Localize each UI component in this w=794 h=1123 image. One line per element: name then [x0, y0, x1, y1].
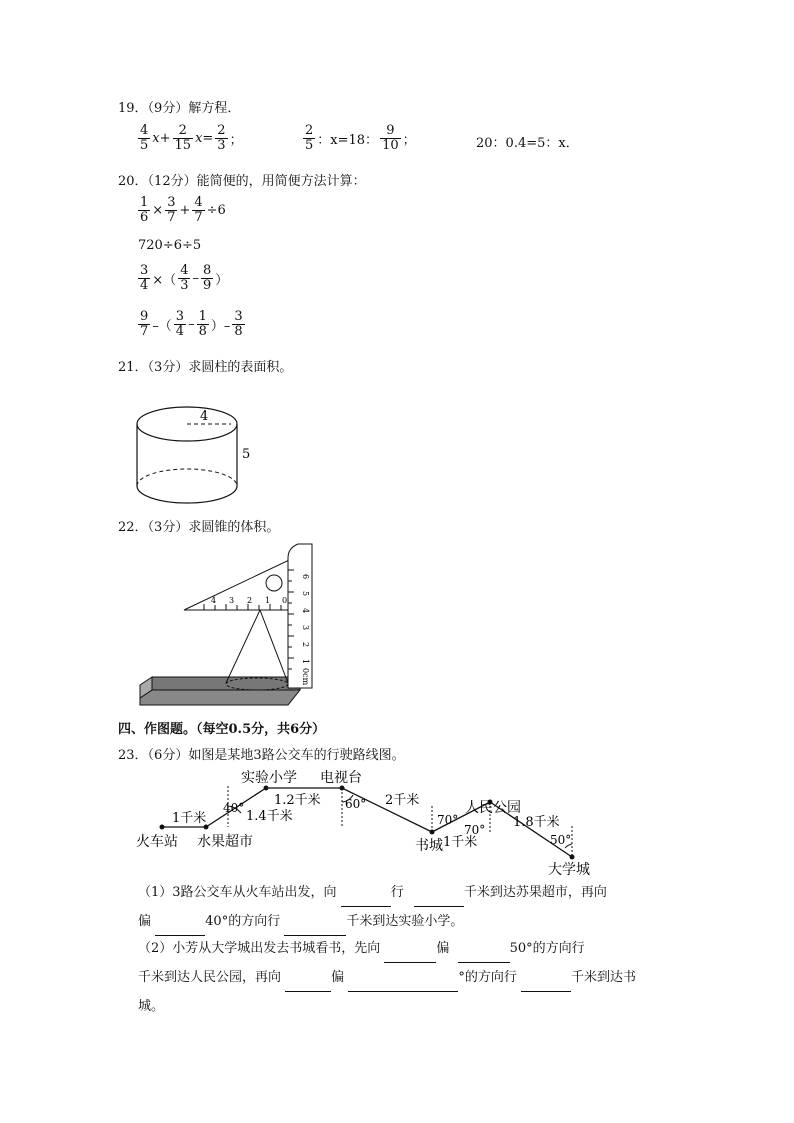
cylinder-bottom-back — [137, 469, 237, 486]
term-text: ：x=18： — [317, 132, 379, 148]
ruler-v-label: 1 — [301, 659, 310, 665]
fraction: $\frac{1}{6}$ — [140, 195, 149, 225]
term-text: ； — [229, 132, 243, 148]
text: （1）3路公交车从火车站出发，向 — [138, 885, 337, 900]
place-label: 书城 — [415, 838, 443, 854]
place-label: 火车站 — [136, 834, 178, 850]
q23-part-2 — [138, 934, 678, 1021]
q20-header: 20．（12分）能简便的，用简便方法计算： — [118, 174, 366, 189]
fraction: $\frac{2}{15}$ — [174, 123, 192, 153]
text: 千米到达人民公园，再向 — [138, 970, 282, 985]
distance-label: 1千米 — [172, 811, 207, 826]
ruler-h-label: 3 — [229, 596, 235, 605]
text: 50°的方向行 — [509, 941, 585, 956]
operator: ）– — [210, 318, 231, 334]
fraction: $\frac{3}{4}$ — [175, 309, 185, 339]
fraction: $\frac{4}{3}$ — [180, 263, 189, 293]
cylinder-bottom-front — [137, 486, 237, 503]
text: 行 — [390, 885, 404, 900]
angle-label: 50° — [550, 833, 572, 847]
distance-label: 1.4千米 — [246, 809, 293, 824]
ruler-h-label: 0 — [282, 596, 288, 605]
fraction: $\frac{3}{4}$ — [140, 263, 149, 293]
fraction: $\frac{9}{10}$ — [382, 123, 399, 153]
text: 千米到达实验小学。 — [346, 914, 464, 929]
q20-expr-3 — [138, 264, 229, 292]
text: 千米到达书 — [570, 970, 636, 985]
ruler-h-label: 2 — [247, 596, 253, 605]
vertical-ruler — [288, 544, 312, 688]
operator: –（ — [152, 318, 172, 334]
operator: ×（ — [152, 272, 177, 288]
q21-header: 21．（3分）求圆柱的表面积。 — [118, 360, 293, 375]
fraction: $\frac{8}{9}$ — [202, 263, 212, 293]
operator: × — [152, 202, 164, 218]
ruler-v-label: 5 — [301, 591, 310, 597]
text: °的方向行 — [458, 970, 517, 985]
q23-part-1 — [138, 878, 678, 936]
text: 城。 — [138, 999, 165, 1014]
q20-expr-4 — [138, 310, 245, 338]
q22-header: 22．（3分）求圆锥的体积。 — [118, 520, 280, 535]
fraction: $\frac{2}{5}$ — [305, 123, 314, 153]
term-text: x= — [195, 130, 214, 146]
angle-label: 60° — [345, 797, 367, 811]
operator: ÷6 — [206, 202, 226, 218]
place-label: 水果超市 — [197, 834, 253, 850]
distance-label: 1.2千米 — [274, 793, 321, 808]
answer-blank[interactable] — [521, 977, 571, 992]
ruler-hole — [266, 575, 282, 591]
fraction: $\frac{3}{7}$ — [167, 195, 176, 225]
bus-route-map — [134, 764, 614, 882]
distance-label: 1.8千米 — [513, 815, 560, 830]
answer-blank[interactable] — [341, 892, 391, 907]
ruler-h-label: 1 — [265, 596, 271, 605]
fraction: $\frac{4}{7}$ — [194, 195, 203, 225]
term-text: x+ — [152, 130, 171, 146]
operator: ） — [215, 272, 229, 288]
answer-blank[interactable] — [384, 948, 436, 963]
ruler-v-label: 4 — [301, 608, 310, 614]
answer-blank[interactable] — [414, 892, 464, 907]
ruler-v-label: 0cm — [301, 668, 310, 686]
q20-expr-2: 720÷6÷5 — [138, 238, 202, 253]
angle-label: 70° — [437, 813, 459, 827]
text: 偏 — [331, 970, 345, 985]
ruler-v-label: 6 — [301, 574, 310, 580]
stop-dot — [160, 825, 165, 830]
q19-header: 19．（9分）解方程． — [118, 101, 241, 116]
cone-left-edge — [226, 610, 260, 683]
cone-ruler-figure — [138, 540, 318, 710]
place-label: 大学城 — [548, 862, 590, 878]
text: 偏 — [436, 941, 450, 956]
place-label: 电视台 — [320, 770, 362, 786]
cylinder-figure — [128, 400, 268, 510]
text: 千米到达苏果超市，再向 — [463, 885, 607, 900]
text: 偏 — [138, 914, 152, 929]
operator: – — [188, 316, 195, 332]
text: 40°的方向行 — [205, 914, 281, 929]
fraction: $\frac{4}{5}$ — [140, 123, 149, 153]
place-label: 实验小学 — [241, 770, 297, 786]
distance-label: 2千米 — [385, 793, 420, 808]
term-text: ； — [402, 132, 416, 148]
place-label: 人民公园 — [465, 800, 521, 816]
fraction: $\frac{2}{3}$ — [217, 123, 226, 153]
answer-blank[interactable] — [348, 977, 458, 992]
stop-dot — [264, 786, 269, 791]
operator: + — [179, 202, 191, 218]
fraction: $\frac{9}{7}$ — [140, 309, 149, 339]
angle-label: 40° — [223, 801, 245, 815]
section-4-header: 四、作图题。（每空0.5分，共6分） — [118, 722, 326, 737]
fraction: $\frac{1}{8}$ — [198, 309, 207, 339]
q19-equation-3: 20：0.4=5：x． — [476, 136, 579, 151]
q20-expr-1 — [138, 196, 227, 224]
angle-label: 70° — [464, 823, 486, 837]
ruler-v-label: 2 — [301, 642, 310, 648]
q19-equation-1 — [138, 124, 244, 152]
ruler-h-label: 4 — [211, 596, 217, 605]
cone-right-edge — [260, 610, 288, 683]
answer-blank[interactable] — [285, 977, 331, 992]
radius-label: 4 — [200, 409, 209, 424]
height-label: 5 — [242, 447, 251, 462]
answer-blank[interactable] — [458, 948, 510, 963]
q23-header: 23．（6分）如图是某地3路公交车的行驶路线图。 — [118, 748, 405, 763]
distance-label: 1千米 — [443, 835, 478, 850]
operator: – — [192, 270, 199, 286]
text: （2）小芳从大学城出发去书城看书，先向 — [138, 941, 381, 956]
q19-equation-2 — [303, 124, 417, 152]
base-plank — [140, 690, 300, 705]
fraction: $\frac{3}{8}$ — [234, 309, 243, 339]
ruler-v-label: 3 — [301, 625, 310, 631]
